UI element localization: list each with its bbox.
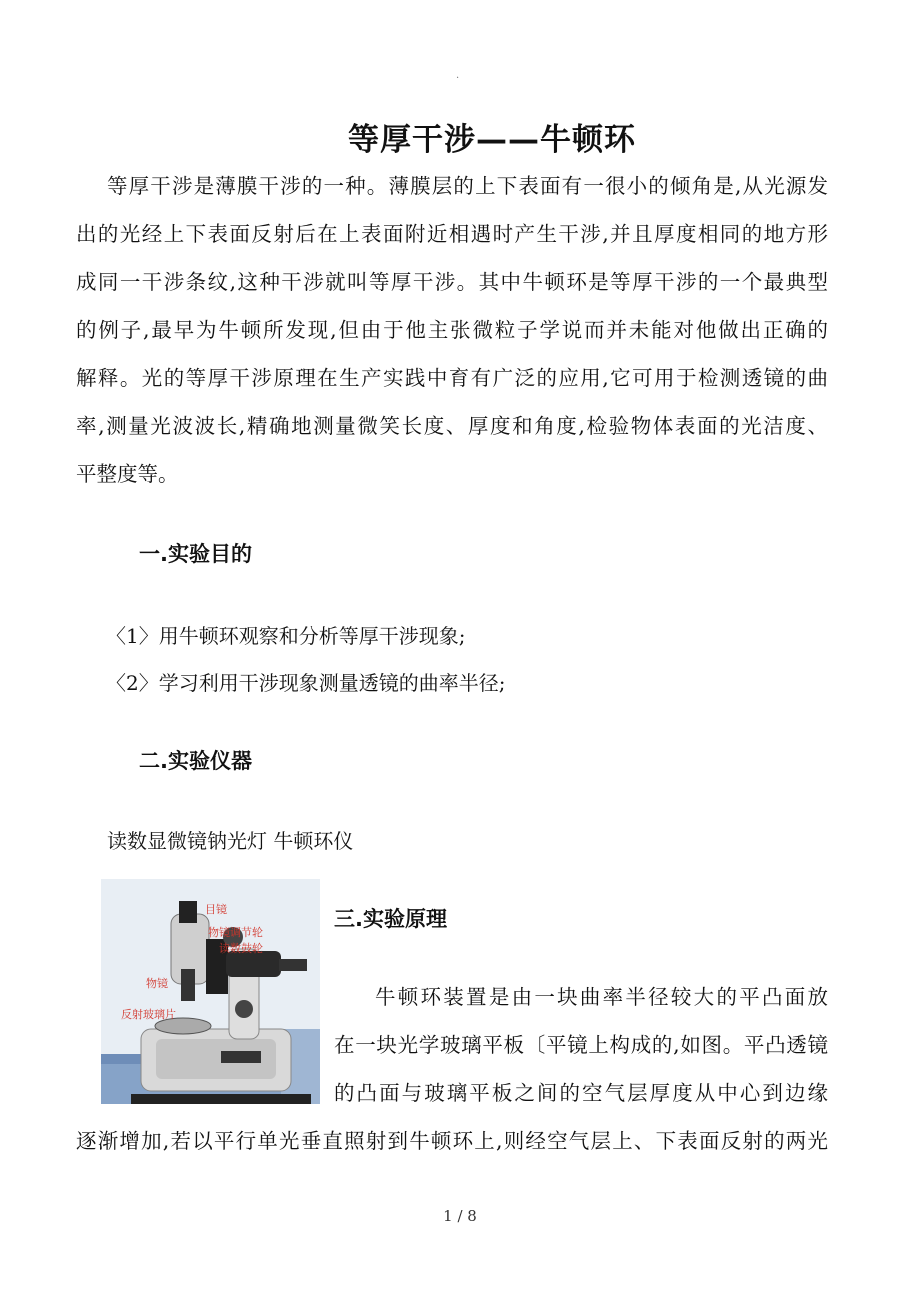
intro-line: 成同一干涉条纹,这种干涉就叫等厚干涉。其中牛顿环是等厚干涉的一个最典型	[76, 270, 828, 294]
principle-line: 在一块光学玻璃平板〔平镜上构成的,如图。平凸透镜	[334, 1033, 828, 1057]
header-dot: .	[456, 70, 460, 81]
purpose-item: 〈1〉用牛顿环观察和分析等厚干涉现象;	[106, 624, 466, 648]
microscope-photo	[101, 879, 320, 1104]
instrument-list: 读数显微镜钠光灯 牛顿环仪	[107, 829, 354, 853]
intro-paragraph	[76, 162, 828, 498]
label-focus-wheel: 物镜调节轮	[208, 926, 263, 939]
label-drum-wheel: 读数鼓轮	[219, 942, 263, 955]
intro-line: 解释。光的等厚干涉原理在生产实践中育有广泛的应用,它可用于检测透镜的曲	[76, 366, 828, 390]
section-heading-purpose: 一.实验目的	[139, 542, 252, 566]
intro-line: 等厚干涉是薄膜干涉的一种。薄膜层的上下表面有一很小的倾角是,从光源发	[107, 174, 828, 198]
intro-line: 率,测量光波波长,精确地测量微笑长度、厚度和角度,检验物体表面的光洁度、	[76, 414, 828, 438]
principle-line: 牛顿环装置是由一块曲率半径较大的平凸面放	[375, 985, 828, 1009]
intro-line: 出的光经上下表面反射后在上表面附近相遇时产生干涉,并且厚度相同的地方形	[76, 222, 828, 246]
principle-line: 逐渐增加,若以平行单光垂直照射到牛顿环上,则经空气层上、下表面反射的两光	[76, 1129, 828, 1153]
label-reflector: 反射玻璃片	[121, 1008, 176, 1021]
label-eyepiece: 目镜	[205, 903, 227, 916]
page-number: 1 / 8	[443, 1207, 477, 1225]
label-objective: 物镜	[146, 977, 168, 990]
section-heading-instruments: 二.实验仪器	[139, 749, 252, 773]
intro-line: 的例子,最早为牛顿所发现,但由于他主张微粒子学说而并未能对他做出正确的	[76, 318, 828, 342]
purpose-item: 〈2〉学习利用干涉现象测量透镜的曲率半径;	[106, 671, 506, 695]
principle-line: 的凸面与玻璃平板之间的空气层厚度从中心到边缘	[334, 1081, 828, 1105]
document-title: 等厚干涉——牛顿环	[348, 122, 636, 158]
section-heading-principle: 三.实验原理	[334, 907, 447, 931]
intro-line: 平整度等。	[76, 462, 179, 486]
